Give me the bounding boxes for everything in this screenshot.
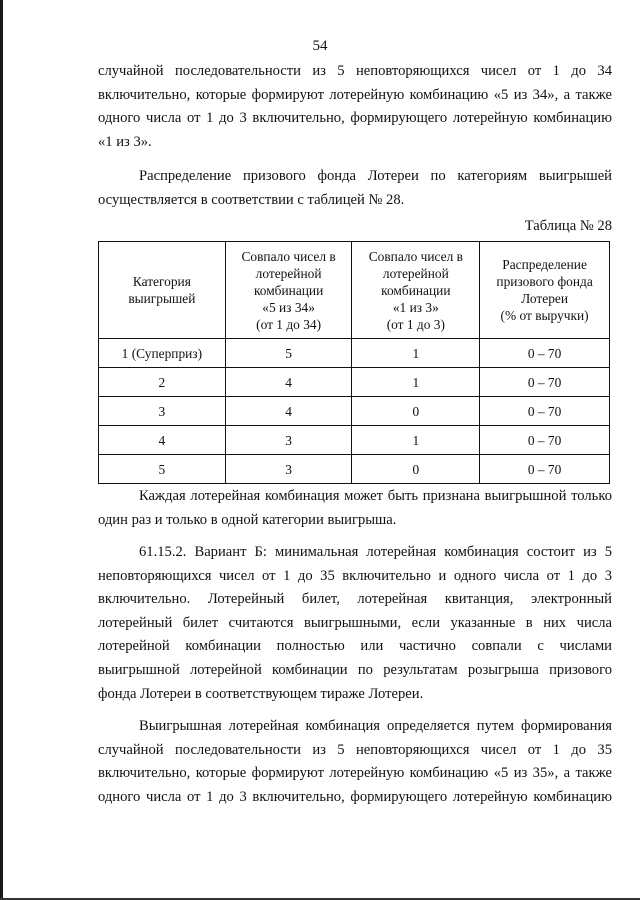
text-line: неповторяющихся чисел от 1 до 35 включительно и одного числа от 1 до 3 xyxy=(98,567,612,584)
text-line: одного числа от 1 до 3 включительно, формирующего лотерейную комбинацию xyxy=(98,788,612,805)
table-cell: 0 xyxy=(352,455,480,484)
table-cell: 2 xyxy=(99,368,226,397)
table-cell: 1 (Суперприз) xyxy=(99,339,226,368)
table-row xyxy=(99,368,610,397)
table-cell: 4 xyxy=(225,368,352,397)
table-row xyxy=(99,397,610,426)
table-header-row xyxy=(99,242,610,339)
table-cell: 3 xyxy=(225,426,352,455)
paragraph-4 xyxy=(98,541,612,706)
text-line: осуществляется в соответствии с таблицей № 28. xyxy=(98,191,405,208)
table-cell: 0 – 70 xyxy=(480,339,610,368)
paragraph-5 xyxy=(98,715,612,809)
header-prize-fund-distribution: Распределение призового фонда Лотереи (% от выручки) xyxy=(480,242,610,339)
header-category: Категория выигрышей xyxy=(99,242,226,339)
table-cell: 5 xyxy=(225,339,352,368)
paragraph-2 xyxy=(98,165,612,212)
table-cell: 4 xyxy=(99,426,226,455)
paragraph-3 xyxy=(98,485,612,532)
header-match-5-of-34: Совпало чисел в лотерейной комбинации «5 из 34» (от 1 до 34) xyxy=(225,242,352,339)
table-cell: 0 – 70 xyxy=(480,426,610,455)
table-cell: 1 xyxy=(352,426,480,455)
table-caption: Таблица № 28 xyxy=(524,218,612,234)
table-cell: 5 xyxy=(99,455,226,484)
text-line: фонда Лотереи в соответствующем тираже Лотереи. xyxy=(98,685,424,702)
table-cell: 0 – 70 xyxy=(480,455,610,484)
text-line: Каждая лотерейная комбинация может быть признана выигрышной только xyxy=(139,488,612,504)
text-line: Выигрышная лотерейная комбинация определяется путем формирования xyxy=(139,718,612,734)
header-match-1-of-3: Совпало чисел в лотерейной комбинации «1 из 3» (от 1 до 3) xyxy=(352,242,480,339)
table-cell: 0 – 70 xyxy=(480,368,610,397)
text-line: Распределение призового фонда Лотереи по категориям выигрышей xyxy=(139,168,612,184)
scan-edge-left xyxy=(0,0,3,900)
text-line: «1 из 3». xyxy=(98,133,152,150)
text-line: включительно, которые формируют лотерейную комбинацию «5 из 34», а также xyxy=(98,86,612,103)
prize-distribution-table xyxy=(98,241,610,484)
text-line: 61.15.2. Вариант Б: минимальная лотерейная комбинация состоит из 5 xyxy=(139,544,612,560)
table-cell: 3 xyxy=(99,397,226,426)
text-line: включительно, которые формируют лотерейную комбинацию «5 из 35», а также xyxy=(98,765,612,782)
table-cell: 3 xyxy=(225,455,352,484)
text-line: выигрышной лотерейной комбинации по результатам розыгрыша призового xyxy=(98,661,612,678)
text-line: лотерейный билет считаются выигрышными, если указанные в них числа xyxy=(98,614,612,631)
text-line: включительно. Лотерейный билет, лотерейная квитанция, электронный xyxy=(98,591,612,608)
text-line: одного числа от 1 до 3 включительно, формирующего лотерейную комбинацию xyxy=(98,110,612,127)
table-cell: 0 xyxy=(352,397,480,426)
table-row xyxy=(99,339,610,368)
text-line: случайной последовательности из 5 неповторяющихся чисел от 1 до 34 xyxy=(98,63,612,79)
page-number: 54 xyxy=(312,38,328,54)
text-line: лотерейной комбинации полностью или частично совпали с числами xyxy=(98,638,612,655)
table-row xyxy=(99,455,610,484)
text-line: один раз и только в одной категории выигрыша. xyxy=(98,511,397,528)
text-line: случайной последовательности из 5 неповторяющихся чисел от 1 до 35 xyxy=(98,741,612,758)
table-cell: 1 xyxy=(352,339,480,368)
table-row xyxy=(99,426,610,455)
table-cell: 1 xyxy=(352,368,480,397)
table-cell: 4 xyxy=(225,397,352,426)
table-cell: 0 – 70 xyxy=(480,397,610,426)
paragraph-1 xyxy=(98,60,612,154)
